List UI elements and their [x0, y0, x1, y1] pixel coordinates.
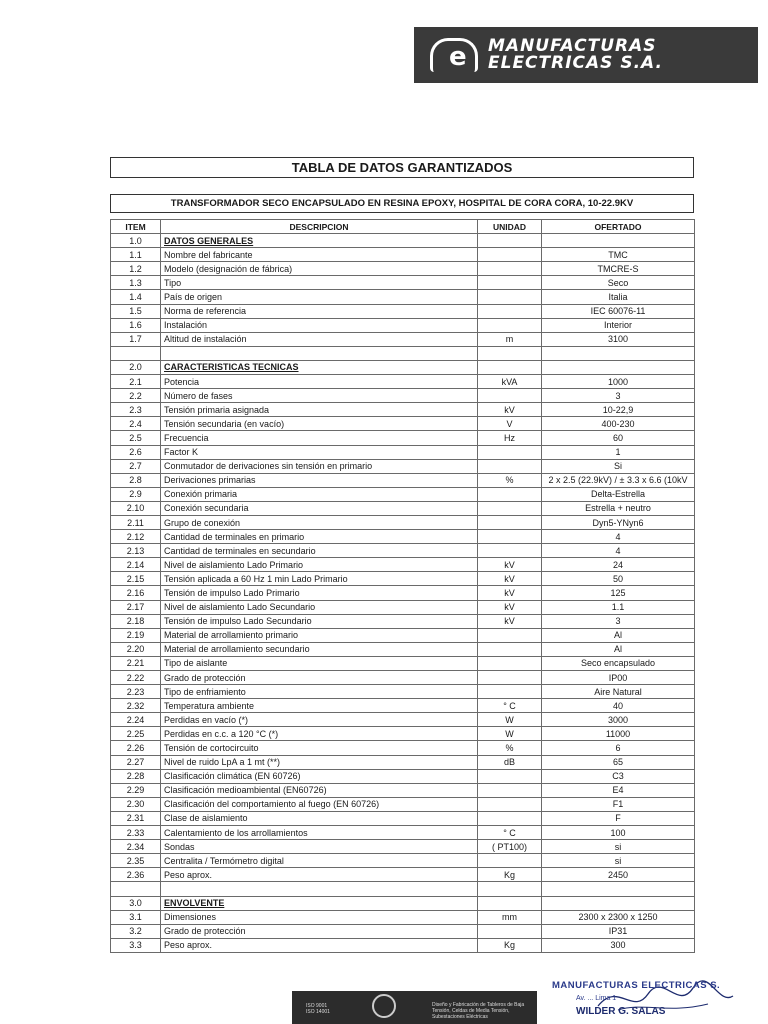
table-row	[111, 671, 695, 685]
cell-desc	[161, 346, 478, 360]
cell-item: 2.23	[111, 685, 161, 699]
document-subtitle: TRANSFORMADOR SECO ENCAPSULADO EN RESINA EPOXY, HOSPITAL DE CORA CORA, 10-22.9KV	[110, 194, 694, 213]
cell-item: 1.3	[111, 276, 161, 290]
logo-mark-icon: e	[430, 38, 478, 72]
cell-offer: Al	[542, 642, 695, 656]
cell-unit: kV	[478, 558, 542, 572]
cell-desc: Derivaciones primarias	[161, 473, 478, 487]
cell-unit	[478, 896, 542, 910]
cell-offer: 6	[542, 741, 695, 755]
table-row	[111, 346, 695, 360]
cell-unit	[478, 797, 542, 811]
company-stamp	[548, 976, 768, 1024]
table-row	[111, 389, 695, 403]
cell-desc: Conexión primaria	[161, 487, 478, 501]
table-row	[111, 924, 695, 938]
table-row	[111, 854, 695, 868]
certification-seal-icon	[372, 994, 396, 1018]
cell-item: 2.5	[111, 431, 161, 445]
cell-offer: 24	[542, 558, 695, 572]
cell-offer: 65	[542, 755, 695, 769]
table-row	[111, 304, 695, 318]
cell-item: 2.9	[111, 487, 161, 501]
cell-item: 2.20	[111, 642, 161, 656]
table-row	[111, 290, 695, 304]
footer-description: Diseño y Fabricación de Tableros de Baja Tensión, Celdas de Media Tensión, Subestaciones Eléctricas	[432, 1002, 525, 1020]
cell-desc: Tipo de enfriamiento	[161, 685, 478, 699]
cell-offer: Dyn5-YNyn6	[542, 515, 695, 529]
cell-offer: 2450	[542, 868, 695, 882]
cell-item: 1.7	[111, 332, 161, 346]
cell-desc: Instalación	[161, 318, 478, 332]
cell-offer: F	[542, 811, 695, 825]
table-row	[111, 234, 695, 248]
cell-desc: Factor K	[161, 445, 478, 459]
cell-desc: Tensión de impulso Lado Secundario	[161, 614, 478, 628]
cell-unit	[478, 487, 542, 501]
cell-desc: Tensión de impulso Lado Primario	[161, 586, 478, 600]
cell-item: 2.14	[111, 558, 161, 572]
cell-offer: 11000	[542, 727, 695, 741]
cell-unit	[478, 882, 542, 896]
cell-item: 2.22	[111, 671, 161, 685]
cell-unit: W	[478, 713, 542, 727]
cell-offer: 3000	[542, 713, 695, 727]
cell-offer: C3	[542, 769, 695, 783]
cell-desc: Tensión primaria asignada	[161, 403, 478, 417]
cell-offer: si	[542, 840, 695, 854]
cell-offer	[542, 896, 695, 910]
table-row	[111, 685, 695, 699]
table-row	[111, 459, 695, 473]
table-row	[111, 713, 695, 727]
table-row	[111, 642, 695, 656]
cell-item: 2.33	[111, 826, 161, 840]
cell-unit	[478, 318, 542, 332]
iso-line1: ISO 9001	[306, 1003, 328, 1009]
cell-desc: Material de arrollamiento secundario	[161, 642, 478, 656]
cell-desc: DATOS GENERALES	[161, 234, 478, 248]
cell-item: 2.12	[111, 530, 161, 544]
cell-unit	[478, 389, 542, 403]
cell-desc: Modelo (designación de fábrica)	[161, 262, 478, 276]
cell-offer: IP31	[542, 924, 695, 938]
cell-item: 1.6	[111, 318, 161, 332]
cell-unit: W	[478, 727, 542, 741]
stamp-address: Av. ... Lima 1	[576, 995, 617, 1002]
cell-desc: Clasificación climática (EN 60726)	[161, 769, 478, 783]
cell-desc: Frecuencia	[161, 431, 478, 445]
cell-item: 2.27	[111, 755, 161, 769]
cell-desc: Tensión de cortocircuito	[161, 741, 478, 755]
cell-desc: Potencia	[161, 375, 478, 389]
cell-desc: CARACTERISTICAS TECNICAS	[161, 360, 478, 374]
table-row	[111, 656, 695, 670]
cell-offer: 1	[542, 445, 695, 459]
table-row	[111, 868, 695, 882]
table-body	[111, 234, 695, 953]
cell-item: 1.0	[111, 234, 161, 248]
column-header-item: ITEM	[111, 220, 161, 234]
cell-item: 2.35	[111, 854, 161, 868]
cell-desc: País de origen	[161, 290, 478, 304]
cell-item: 2.13	[111, 544, 161, 558]
table-row	[111, 445, 695, 459]
table-row	[111, 797, 695, 811]
table-row	[111, 515, 695, 529]
cell-desc: Nombre del fabricante	[161, 248, 478, 262]
cell-offer: 300	[542, 938, 695, 952]
cell-offer: Seco	[542, 276, 695, 290]
cell-item: 2.31	[111, 811, 161, 825]
cell-offer: IEC 60076-11	[542, 304, 695, 318]
cell-desc: Clase de aislamiento	[161, 811, 478, 825]
cell-unit	[478, 854, 542, 868]
cell-offer: 100	[542, 826, 695, 840]
cell-offer: 1000	[542, 375, 695, 389]
cell-item: 3.0	[111, 896, 161, 910]
cell-desc: Tensión secundaria (en vacío)	[161, 417, 478, 431]
cell-offer	[542, 234, 695, 248]
cell-unit	[478, 656, 542, 670]
cell-item: 2.29	[111, 783, 161, 797]
cell-unit	[478, 642, 542, 656]
cell-offer: Aire Natural	[542, 685, 695, 699]
cell-item: 2.36	[111, 868, 161, 882]
cell-offer	[542, 346, 695, 360]
logo-text	[488, 38, 663, 72]
table-row	[111, 826, 695, 840]
cell-desc: Tipo	[161, 276, 478, 290]
cell-item: 2.19	[111, 628, 161, 642]
column-header-offered: OFERTADO	[542, 220, 695, 234]
cell-unit: kV	[478, 403, 542, 417]
cell-unit	[478, 459, 542, 473]
cell-unit	[478, 234, 542, 248]
cell-unit	[478, 501, 542, 515]
cell-item: 2.32	[111, 699, 161, 713]
cell-unit: Kg	[478, 938, 542, 952]
cell-item: 2.10	[111, 501, 161, 515]
cell-desc: Conmutador de derivaciones sin tensión en primario	[161, 459, 478, 473]
cell-item: 2.0	[111, 360, 161, 374]
logo-line2: ELECTRICAS S.A.	[488, 53, 663, 73]
cell-unit	[478, 769, 542, 783]
stamp-signer-name: WILDER G. SALAS	[576, 1006, 666, 1017]
cell-item: 2.16	[111, 586, 161, 600]
cell-desc: Clasificación del comportamiento al fuego (EN 60726)	[161, 797, 478, 811]
cell-unit	[478, 783, 542, 797]
cell-unit: ° C	[478, 699, 542, 713]
table-header-row	[111, 220, 695, 234]
company-logo	[414, 27, 758, 83]
table-row	[111, 332, 695, 346]
cell-offer: Seco encapsulado	[542, 656, 695, 670]
cell-item: 3.2	[111, 924, 161, 938]
cell-offer: Si	[542, 459, 695, 473]
document-title: TABLA DE DATOS GARANTIZADOS	[110, 157, 694, 178]
cell-item: 1.5	[111, 304, 161, 318]
cell-item: 2.30	[111, 797, 161, 811]
footer-band	[292, 991, 537, 1024]
cell-offer: TMC	[542, 248, 695, 262]
cell-unit	[478, 685, 542, 699]
column-header-unit: UNIDAD	[478, 220, 542, 234]
cell-item: 2.6	[111, 445, 161, 459]
table-row	[111, 431, 695, 445]
cell-desc: Perdidas en vacío (*)	[161, 713, 478, 727]
cell-item: 2.11	[111, 515, 161, 529]
cell-offer: 60	[542, 431, 695, 445]
cell-unit	[478, 515, 542, 529]
cell-item: 2.26	[111, 741, 161, 755]
table-row	[111, 741, 695, 755]
cell-desc: Calentamiento de los arrollamientos	[161, 826, 478, 840]
table-row	[111, 699, 695, 713]
cell-desc: Altitud de instalación	[161, 332, 478, 346]
table-row	[111, 938, 695, 952]
cell-unit: V	[478, 417, 542, 431]
table-row	[111, 896, 695, 910]
cell-unit	[478, 671, 542, 685]
cell-unit: ( PT100)	[478, 840, 542, 854]
cell-offer: 2300 x 2300 x 1250	[542, 910, 695, 924]
table-row	[111, 530, 695, 544]
cell-desc: Centralita / Termómetro digital	[161, 854, 478, 868]
cell-desc: Peso aprox.	[161, 938, 478, 952]
table-row	[111, 783, 695, 797]
cell-unit: kV	[478, 614, 542, 628]
cell-unit	[478, 304, 542, 318]
cell-unit: Kg	[478, 868, 542, 882]
cell-offer: si	[542, 854, 695, 868]
cell-item	[111, 346, 161, 360]
cell-desc: Cantidad de terminales en secundario	[161, 544, 478, 558]
cell-offer	[542, 882, 695, 896]
cell-offer	[542, 360, 695, 374]
cell-offer: 50	[542, 572, 695, 586]
cell-item: 2.25	[111, 727, 161, 741]
table-row	[111, 727, 695, 741]
cell-item: 2.7	[111, 459, 161, 473]
table-row	[111, 473, 695, 487]
cell-offer: Al	[542, 628, 695, 642]
cell-offer: 3	[542, 389, 695, 403]
cell-unit: %	[478, 741, 542, 755]
cell-desc	[161, 882, 478, 896]
cell-unit	[478, 628, 542, 642]
iso-line2: ISO 14001	[306, 1009, 330, 1015]
cell-offer: 3	[542, 614, 695, 628]
cell-desc: Dimensiones	[161, 910, 478, 924]
stamp-company: MANUFACTURAS ELECTRICAS S.	[552, 980, 721, 991]
cell-item: 2.28	[111, 769, 161, 783]
cell-desc: Conexión secundaria	[161, 501, 478, 515]
table-row	[111, 501, 695, 515]
table-row	[111, 882, 695, 896]
table-row	[111, 769, 695, 783]
cell-unit: kV	[478, 572, 542, 586]
table-row	[111, 558, 695, 572]
cell-unit: kV	[478, 600, 542, 614]
cell-unit	[478, 445, 542, 459]
cell-item	[111, 882, 161, 896]
cell-unit	[478, 811, 542, 825]
cell-unit	[478, 530, 542, 544]
cell-desc: Peso aprox.	[161, 868, 478, 882]
cell-unit	[478, 346, 542, 360]
table-row	[111, 487, 695, 501]
cell-item: 3.3	[111, 938, 161, 952]
cell-unit: kVA	[478, 375, 542, 389]
cell-offer: 400-230	[542, 417, 695, 431]
cell-item: 2.1	[111, 375, 161, 389]
table-row	[111, 600, 695, 614]
cell-unit: Hz	[478, 431, 542, 445]
table-row	[111, 614, 695, 628]
cell-offer: Interior	[542, 318, 695, 332]
cell-desc: Nivel de aislamiento Lado Primario	[161, 558, 478, 572]
cell-item: 1.2	[111, 262, 161, 276]
cell-desc: Clasificación medioambiental (EN60726)	[161, 783, 478, 797]
cell-item: 2.18	[111, 614, 161, 628]
cell-item: 2.3	[111, 403, 161, 417]
cell-item: 2.2	[111, 389, 161, 403]
table-row	[111, 403, 695, 417]
table-row	[111, 840, 695, 854]
cell-desc: Grado de protección	[161, 671, 478, 685]
cell-item: 2.8	[111, 473, 161, 487]
cell-offer: 40	[542, 699, 695, 713]
cell-offer: 1.1	[542, 600, 695, 614]
cell-item: 2.4	[111, 417, 161, 431]
cell-offer: Italia	[542, 290, 695, 304]
cell-unit	[478, 262, 542, 276]
table-row	[111, 544, 695, 558]
table-row	[111, 417, 695, 431]
table-row	[111, 276, 695, 290]
cell-unit: kV	[478, 586, 542, 600]
table-row	[111, 318, 695, 332]
cell-desc: Grupo de conexión	[161, 515, 478, 529]
cell-item: 2.17	[111, 600, 161, 614]
cell-item: 2.21	[111, 656, 161, 670]
cell-offer: IP00	[542, 671, 695, 685]
table-row	[111, 360, 695, 374]
cell-offer: 125	[542, 586, 695, 600]
table-row	[111, 586, 695, 600]
cell-offer: TMCRE-S	[542, 262, 695, 276]
guaranteed-data-table	[110, 219, 695, 953]
cell-desc: Material de arrollamiento primario	[161, 628, 478, 642]
logo-line1: MANUFACTURAS	[488, 36, 657, 56]
cell-desc: Norma de referencia	[161, 304, 478, 318]
cell-unit: m	[478, 332, 542, 346]
cell-unit	[478, 290, 542, 304]
cell-desc: Nivel de ruido LpA a 1 mt (**)	[161, 755, 478, 769]
cell-desc: Grado de protección	[161, 924, 478, 938]
cell-desc: Tensión aplicada a 60 Hz 1 min Lado Primario	[161, 572, 478, 586]
cell-desc: Temperatura ambiente	[161, 699, 478, 713]
cell-desc: Nivel de aislamiento Lado Secundario	[161, 600, 478, 614]
cell-desc: Sondas	[161, 840, 478, 854]
cell-unit: ° C	[478, 826, 542, 840]
table-row	[111, 755, 695, 769]
cell-unit	[478, 276, 542, 290]
cell-offer: 4	[542, 544, 695, 558]
cell-desc: ENVOLVENTE	[161, 896, 478, 910]
cell-item: 2.34	[111, 840, 161, 854]
cell-unit	[478, 924, 542, 938]
cell-unit: %	[478, 473, 542, 487]
cell-desc: Cantidad de terminales en primario	[161, 530, 478, 544]
cell-unit: mm	[478, 910, 542, 924]
table-row	[111, 572, 695, 586]
cell-offer: E4	[542, 783, 695, 797]
table-row	[111, 628, 695, 642]
cell-unit	[478, 248, 542, 262]
cell-item: 3.1	[111, 910, 161, 924]
cell-offer: F1	[542, 797, 695, 811]
cell-unit	[478, 360, 542, 374]
cell-offer: 4	[542, 530, 695, 544]
cell-unit: dB	[478, 755, 542, 769]
column-header-description: DESCRIPCION	[161, 220, 478, 234]
iso-certifications	[306, 1003, 330, 1015]
cell-offer: 3100	[542, 332, 695, 346]
table-row	[111, 262, 695, 276]
cell-offer: 10-22,9	[542, 403, 695, 417]
cell-offer: 2 x 2.5 (22.9kV) / ± 3.3 x 6.6 (10kV	[542, 473, 695, 487]
cell-item: 2.24	[111, 713, 161, 727]
table-row	[111, 811, 695, 825]
table-row	[111, 375, 695, 389]
cell-offer: Estrella + neutro	[542, 501, 695, 515]
cell-desc: Perdidas en c.c. a 120 °C (*)	[161, 727, 478, 741]
cell-item: 1.4	[111, 290, 161, 304]
cell-desc: Tipo de aislante	[161, 656, 478, 670]
cell-offer: Delta-Estrella	[542, 487, 695, 501]
cell-desc: Número de fases	[161, 389, 478, 403]
cell-item: 1.1	[111, 248, 161, 262]
cell-item: 2.15	[111, 572, 161, 586]
table-row	[111, 910, 695, 924]
cell-unit	[478, 544, 542, 558]
table-row	[111, 248, 695, 262]
